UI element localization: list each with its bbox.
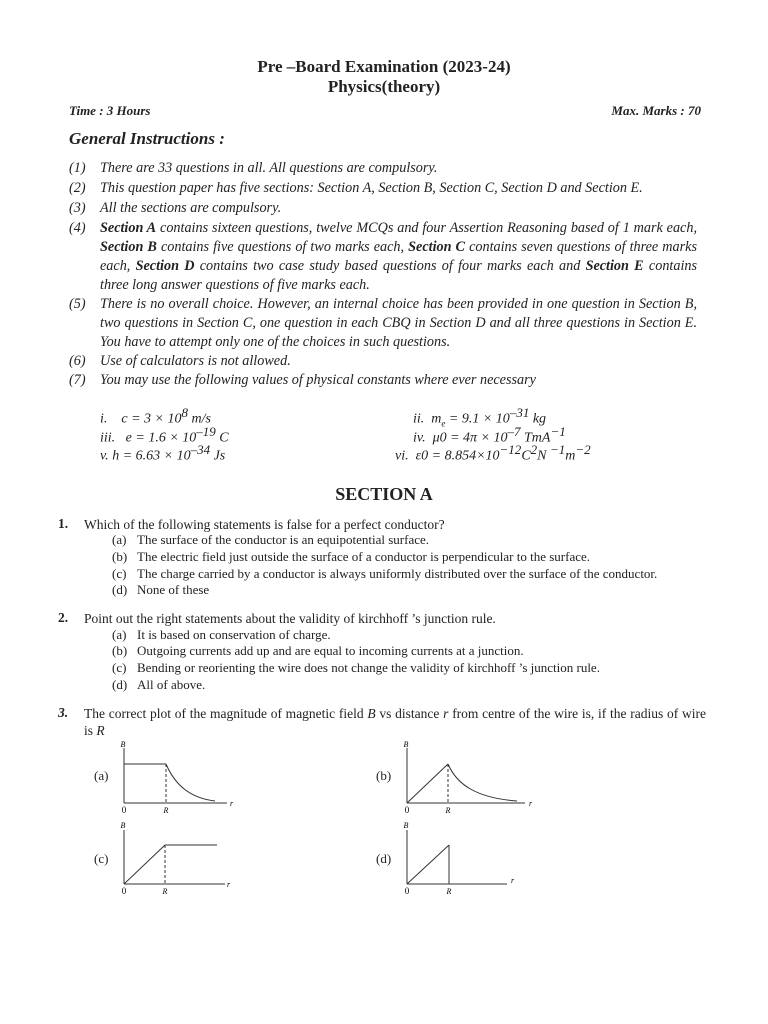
option-label: (b) — [112, 549, 128, 564]
instruction-number: (3) — [69, 200, 86, 216]
time-label: Time : 3 Hours — [69, 103, 151, 118]
option-text: The charge carried by a conductor is always uniformly distributed over the surface of the conductor. — [137, 566, 658, 581]
symbol-r: r — [443, 706, 449, 721]
constant-label: iv. — [413, 430, 426, 446]
radius-label: R — [162, 887, 168, 896]
constant-exponent: 8 — [181, 405, 188, 420]
x-axis-label: r — [230, 799, 234, 808]
instruction-text: Use of calculators is not allowed. — [100, 353, 291, 369]
constant-unit: kg — [529, 411, 547, 427]
instruction-fragment: contains three long answer questions of five marks each. — [100, 258, 698, 293]
curve-outside — [448, 764, 517, 801]
question-fragment: vs distance — [375, 706, 444, 721]
instruction-number: (7) — [69, 372, 86, 388]
option-text: The surface of the conductor is an equipotential surface. — [137, 532, 430, 547]
question-text: Which of the following statements is false for a perfect conductor? — [84, 517, 445, 532]
constant-text: ε0 = 8.854×10 — [415, 448, 500, 464]
constant-label: i. — [100, 411, 108, 427]
constant-unit: m — [565, 448, 576, 464]
x-axis-label: r — [529, 799, 533, 808]
constant-unit: C — [521, 448, 531, 464]
subject-title: Physics(theory) — [327, 77, 441, 96]
origin-label: 0 — [121, 886, 127, 896]
section-b-label: Section B — [100, 239, 157, 255]
constant-unit: C — [215, 430, 229, 446]
question-number: 2. — [58, 610, 69, 625]
constant-label: v. — [100, 448, 109, 464]
instruction-number: (2) — [69, 180, 86, 196]
constant-exponent: −12 — [499, 442, 522, 457]
max-marks-label: Max. Marks : 70 — [611, 103, 701, 118]
y-axis-label: B — [120, 740, 126, 749]
instruction-fragment: contains seven questions of three marks each, — [100, 239, 697, 274]
option-label: (a) — [112, 627, 127, 642]
constant-exponent: –34 — [190, 442, 211, 457]
instruction-text: There are 33 questions in all. All questions are compulsory. — [100, 160, 438, 176]
option-label: (c) — [112, 566, 127, 581]
constant-text: e = 1.6 × 10 — [125, 430, 197, 446]
section-d-label: Section D — [135, 258, 195, 274]
option-label: (a) — [112, 532, 127, 547]
option-text: None of these — [137, 582, 210, 597]
exam-title: Pre –Board Examination (2023-24) — [257, 57, 511, 76]
constant-exponent: −2 — [575, 442, 591, 457]
section-c-label: Section C — [408, 239, 466, 255]
option-text: All of above. — [137, 677, 206, 692]
instruction-text: This question paper has five sections: Section A, Section B, Section C, Section D and Section E. — [100, 180, 643, 196]
question-fragment: The correct plot of the magnitude of magnetic field — [84, 706, 368, 721]
option-label: (b) — [112, 643, 128, 658]
question-fragment: from centre of the wire is, if the radius of wire is — [84, 706, 706, 738]
instruction-number: (6) — [69, 353, 86, 369]
question-text — [84, 705, 706, 739]
constant-exponent: –7 — [507, 424, 521, 439]
constant-label: iii. — [100, 430, 116, 446]
origin-label: 0 — [404, 886, 410, 896]
curve-inside — [124, 845, 165, 884]
instruction-number: (4) — [69, 220, 86, 236]
constant-text: h = 6.63 × 10 — [112, 448, 191, 464]
option-text: The electric field just outside the surface of a conductor is perpendicular to the surface. — [137, 549, 591, 564]
curve-inside — [407, 845, 449, 884]
question-text: Point out the right statements about the validity of kirchhoff ’s junction rule. — [84, 611, 496, 626]
section-e-label: Section E — [585, 258, 644, 274]
radius-label: R — [163, 806, 169, 815]
instruction-text: You may use the following values of physical constants where ever necessary — [100, 372, 536, 388]
constant-exponent: −1 — [550, 442, 566, 457]
y-axis-label: B — [403, 821, 409, 830]
constant-unit: TmA — [520, 430, 551, 446]
question-number: 3. — [58, 705, 69, 720]
constant-unit: N — [537, 448, 550, 464]
constant-planck — [100, 442, 225, 465]
symbol-b: B — [367, 706, 376, 721]
constant-text: m — [431, 411, 442, 427]
section-a-label: Section A — [100, 220, 157, 236]
graph-b — [397, 740, 542, 818]
graph-b-label: (b) — [376, 768, 392, 783]
constant-permittivity — [395, 442, 591, 465]
graph-a — [115, 740, 245, 818]
radius-label: R — [446, 887, 452, 896]
section-a-heading: SECTION A — [335, 484, 433, 504]
graph-c-label: (c) — [94, 851, 109, 866]
graph-d-label: (d) — [376, 851, 392, 866]
option-text: Outgoing currents add up and are equal to incoming currents at a junction. — [137, 643, 524, 658]
instruction-text — [100, 219, 697, 295]
instruction-fragment: contains sixteen questions, twelve MCQs and four Assertion Reasoning based of 1 mark each, — [156, 220, 697, 236]
constant-label: ii. — [413, 411, 425, 427]
curve-inside — [407, 764, 448, 803]
origin-label: 0 — [404, 805, 410, 815]
option-label: (d) — [112, 677, 128, 692]
instruction-number: (5) — [69, 296, 86, 312]
question-number: 1. — [58, 516, 69, 531]
instruction-number: (1) — [69, 160, 86, 176]
instruction-text: All the sections are compulsory. — [100, 200, 282, 216]
graph-c — [115, 820, 245, 898]
constant-exponent: –31 — [509, 405, 530, 420]
constant-subscript: e — [441, 418, 446, 429]
constant-unit: Js — [210, 448, 226, 464]
y-axis-label: B — [403, 740, 409, 749]
option-label: (c) — [112, 660, 127, 675]
option-text: It is based on conservation of charge. — [137, 627, 331, 642]
x-axis-label: r — [511, 876, 515, 885]
constant-text: μ0 = 4π × 10 — [432, 430, 508, 446]
graph-d — [397, 820, 527, 898]
constant-label: vi. — [395, 448, 409, 464]
constant-text: = 9.1 × 10 — [445, 411, 510, 427]
graph-a-label: (a) — [94, 768, 109, 783]
symbol-capital-r: R — [96, 723, 105, 738]
constant-exponent: –19 — [196, 424, 216, 439]
curve-outside — [166, 764, 215, 801]
y-axis-label: B — [120, 821, 126, 830]
origin-label: 0 — [121, 805, 127, 815]
constant-text: c = 3 × 10 — [121, 411, 182, 427]
constant-exponent: −1 — [550, 424, 566, 439]
radius-label: R — [445, 806, 451, 815]
constant-exponent: 2 — [530, 442, 538, 457]
x-axis-label: r — [227, 880, 231, 889]
instructions-heading: General Instructions : — [69, 129, 225, 148]
instruction-text: There is no overall choice. However, an internal choice has been provided in one question in Section B, two questions in Section C, one question in each CBQ in Section D and all three questions in Section E. You have to attempt only one of the choices in such questions. — [100, 296, 697, 350]
option-text: Bending or reorienting the wire does not change the validity of kirchhoff ’s junction rule. — [137, 660, 600, 675]
constant-unit: m/s — [188, 411, 211, 427]
instruction-fragment: contains five questions of two marks each, — [156, 239, 409, 255]
instruction-fragment: contains two case study based questions of four marks each and — [194, 258, 586, 274]
option-label: (d) — [112, 582, 128, 597]
